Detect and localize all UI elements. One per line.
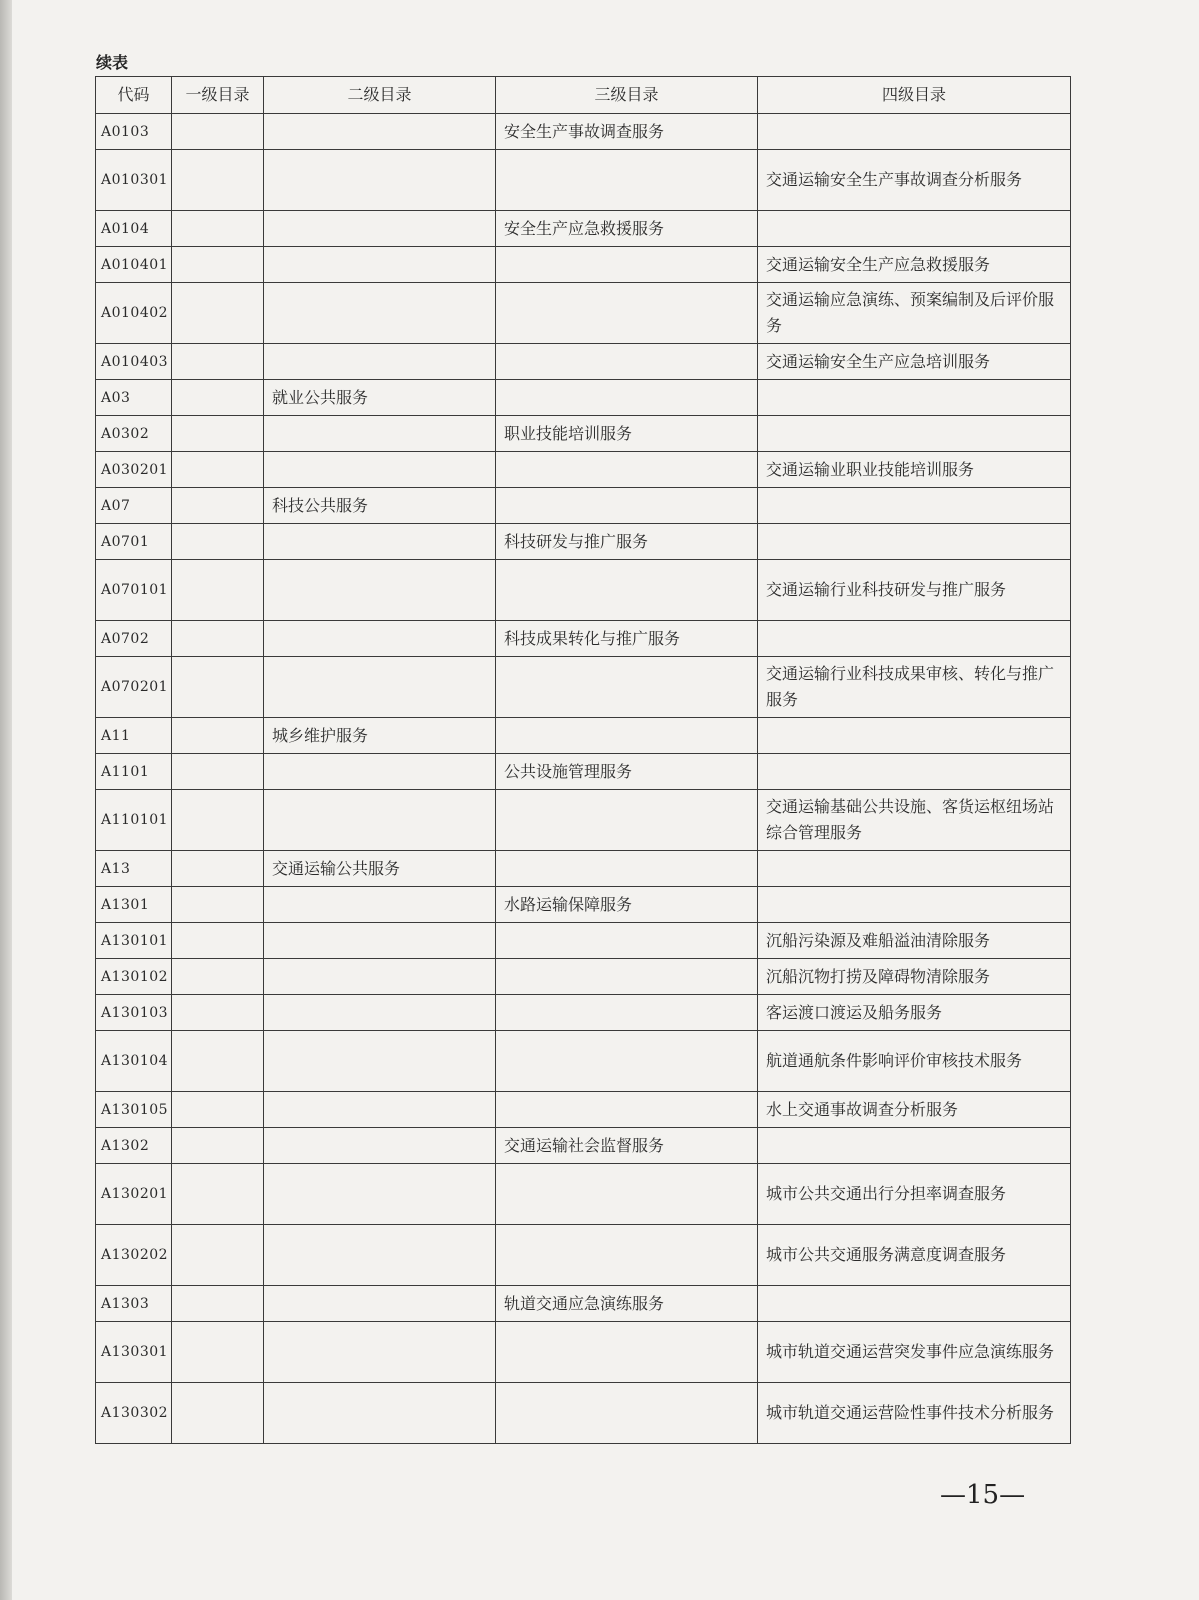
cell-level2 bbox=[264, 1286, 496, 1322]
cell-code: A010403 bbox=[96, 344, 172, 380]
cell-level1 bbox=[172, 283, 264, 344]
cell-code: A0302 bbox=[96, 416, 172, 452]
cell-level3: 交通运输社会监督服务 bbox=[496, 1128, 758, 1164]
table-row bbox=[96, 1031, 1071, 1092]
cell-level3 bbox=[496, 344, 758, 380]
cell-code: A030201 bbox=[96, 452, 172, 488]
cell-code: A130202 bbox=[96, 1225, 172, 1286]
cell-code: A130302 bbox=[96, 1383, 172, 1444]
table-row bbox=[96, 1225, 1071, 1286]
cell-level2 bbox=[264, 887, 496, 923]
cell-level1 bbox=[172, 380, 264, 416]
cell-code: A130104 bbox=[96, 1031, 172, 1092]
cell-level1 bbox=[172, 488, 264, 524]
cell-code: A130101 bbox=[96, 923, 172, 959]
cell-code: A110101 bbox=[96, 790, 172, 851]
cell-level3 bbox=[496, 1383, 758, 1444]
cell-level1 bbox=[172, 657, 264, 718]
cell-level3 bbox=[496, 452, 758, 488]
cell-code: A1101 bbox=[96, 754, 172, 790]
cell-level1 bbox=[172, 1322, 264, 1383]
header-level2: 二级目录 bbox=[264, 77, 496, 114]
cell-level1 bbox=[172, 452, 264, 488]
cell-code: A010402 bbox=[96, 283, 172, 344]
cell-level2 bbox=[264, 560, 496, 621]
cell-level3 bbox=[496, 1164, 758, 1225]
cell-level2 bbox=[264, 1128, 496, 1164]
cell-code: A130201 bbox=[96, 1164, 172, 1225]
header-level1: 一级目录 bbox=[172, 77, 264, 114]
cell-level4: 交通运输安全生产事故调查分析服务 bbox=[758, 150, 1071, 211]
cell-code: A130102 bbox=[96, 959, 172, 995]
cell-code: A13 bbox=[96, 851, 172, 887]
cell-level4: 交通运输行业科技研发与推广服务 bbox=[758, 560, 1071, 621]
cell-level3: 职业技能培训服务 bbox=[496, 416, 758, 452]
table-row bbox=[96, 621, 1071, 657]
cell-level1 bbox=[172, 718, 264, 754]
cell-level2 bbox=[264, 150, 496, 211]
cell-level3: 科技成果转化与推广服务 bbox=[496, 621, 758, 657]
cell-level4: 交通运输基础公共设施、客货运枢纽场站综合管理服务 bbox=[758, 790, 1071, 851]
cell-level1 bbox=[172, 1031, 264, 1092]
cell-level4: 城市轨道交通运营险性事件技术分析服务 bbox=[758, 1383, 1071, 1444]
continued-label: 续表 bbox=[96, 53, 129, 72]
cell-level2 bbox=[264, 1383, 496, 1444]
cell-level1 bbox=[172, 790, 264, 851]
cell-level1 bbox=[172, 1383, 264, 1444]
cell-level4 bbox=[758, 524, 1071, 560]
cell-level3 bbox=[496, 657, 758, 718]
cell-level4: 交通运输应急演练、预案编制及后评价服务 bbox=[758, 283, 1071, 344]
table-header-row bbox=[96, 77, 1071, 114]
cell-level4 bbox=[758, 211, 1071, 247]
table-row bbox=[96, 1322, 1071, 1383]
cell-level3: 轨道交通应急演练服务 bbox=[496, 1286, 758, 1322]
cell-level4 bbox=[758, 621, 1071, 657]
cell-level4: 交通运输安全生产应急培训服务 bbox=[758, 344, 1071, 380]
header-level4: 四级目录 bbox=[758, 77, 1071, 114]
cell-level2: 交通运输公共服务 bbox=[264, 851, 496, 887]
cell-level4: 航道通航条件影响评价审核技术服务 bbox=[758, 1031, 1071, 1092]
cell-level1 bbox=[172, 416, 264, 452]
cell-level4: 沉船污染源及难船溢油清除服务 bbox=[758, 923, 1071, 959]
cell-level4 bbox=[758, 416, 1071, 452]
cell-code: A010301 bbox=[96, 150, 172, 211]
cell-level3 bbox=[496, 959, 758, 995]
cell-level3 bbox=[496, 380, 758, 416]
table-row bbox=[96, 754, 1071, 790]
table-row bbox=[96, 488, 1071, 524]
cell-level1 bbox=[172, 1225, 264, 1286]
cell-level1 bbox=[172, 524, 264, 560]
table-row bbox=[96, 211, 1071, 247]
cell-level3 bbox=[496, 1322, 758, 1383]
cell-level3 bbox=[496, 851, 758, 887]
table-row bbox=[96, 150, 1071, 211]
cell-code: A130301 bbox=[96, 1322, 172, 1383]
cell-level4 bbox=[758, 754, 1071, 790]
cell-level1 bbox=[172, 923, 264, 959]
table-row bbox=[96, 790, 1071, 851]
cell-level1 bbox=[172, 887, 264, 923]
cell-level1 bbox=[172, 995, 264, 1031]
cell-code: A130103 bbox=[96, 995, 172, 1031]
cell-level2 bbox=[264, 959, 496, 995]
cell-level2 bbox=[264, 657, 496, 718]
cell-level2 bbox=[264, 1031, 496, 1092]
cell-level2 bbox=[264, 114, 496, 150]
cell-code: A1302 bbox=[96, 1128, 172, 1164]
cell-level3 bbox=[496, 150, 758, 211]
cell-level2 bbox=[264, 995, 496, 1031]
cell-level1 bbox=[172, 1164, 264, 1225]
cell-level3 bbox=[496, 1225, 758, 1286]
table-row bbox=[96, 1286, 1071, 1322]
cell-code: A1301 bbox=[96, 887, 172, 923]
cell-level2: 就业公共服务 bbox=[264, 380, 496, 416]
cell-code: A1303 bbox=[96, 1286, 172, 1322]
cell-code: A0702 bbox=[96, 621, 172, 657]
cell-level1 bbox=[172, 851, 264, 887]
table-row bbox=[96, 247, 1071, 283]
cell-level3 bbox=[496, 923, 758, 959]
cell-level3 bbox=[496, 560, 758, 621]
cell-level1 bbox=[172, 621, 264, 657]
cell-level4: 交通运输业职业技能培训服务 bbox=[758, 452, 1071, 488]
cell-level3: 安全生产事故调查服务 bbox=[496, 114, 758, 150]
table-row bbox=[96, 1164, 1071, 1225]
cell-level3 bbox=[496, 1031, 758, 1092]
cell-level4 bbox=[758, 1128, 1071, 1164]
cell-level2 bbox=[264, 416, 496, 452]
cell-level3 bbox=[496, 1092, 758, 1128]
table-row bbox=[96, 959, 1071, 995]
cell-level4 bbox=[758, 851, 1071, 887]
cell-code: A03 bbox=[96, 380, 172, 416]
cell-level4 bbox=[758, 114, 1071, 150]
cell-level3: 公共设施管理服务 bbox=[496, 754, 758, 790]
table-row bbox=[96, 1128, 1071, 1164]
cell-level4: 城市轨道交通运营突发事件应急演练服务 bbox=[758, 1322, 1071, 1383]
table-row bbox=[96, 1383, 1071, 1444]
table-row bbox=[96, 452, 1071, 488]
cell-level2: 城乡维护服务 bbox=[264, 718, 496, 754]
table-row bbox=[96, 657, 1071, 718]
cell-code: A0103 bbox=[96, 114, 172, 150]
table-row bbox=[96, 114, 1071, 150]
cell-level2 bbox=[264, 524, 496, 560]
table-row bbox=[96, 851, 1071, 887]
cell-level2 bbox=[264, 283, 496, 344]
cell-code: A07 bbox=[96, 488, 172, 524]
header-level3: 三级目录 bbox=[496, 77, 758, 114]
cell-level4: 客运渡口渡运及船务服务 bbox=[758, 995, 1071, 1031]
cell-level4: 交通运输安全生产应急救援服务 bbox=[758, 247, 1071, 283]
cell-code: A0104 bbox=[96, 211, 172, 247]
cell-level3 bbox=[496, 718, 758, 754]
cell-level2 bbox=[264, 754, 496, 790]
table-row bbox=[96, 718, 1071, 754]
cell-level3 bbox=[496, 790, 758, 851]
table-row bbox=[96, 524, 1071, 560]
cell-level2 bbox=[264, 923, 496, 959]
cell-level4 bbox=[758, 380, 1071, 416]
cell-code: A130105 bbox=[96, 1092, 172, 1128]
page-number: —15— bbox=[940, 1480, 1026, 1510]
cell-level3: 水路运输保障服务 bbox=[496, 887, 758, 923]
cell-level2 bbox=[264, 1225, 496, 1286]
cell-level4 bbox=[758, 488, 1071, 524]
cell-level3 bbox=[496, 247, 758, 283]
cell-level2 bbox=[264, 1164, 496, 1225]
cell-level4: 城市公共交通出行分担率调查服务 bbox=[758, 1164, 1071, 1225]
cell-level2 bbox=[264, 344, 496, 380]
cell-level1 bbox=[172, 1128, 264, 1164]
cell-level1 bbox=[172, 560, 264, 621]
cell-level2 bbox=[264, 621, 496, 657]
table-row bbox=[96, 380, 1071, 416]
cell-level3 bbox=[496, 283, 758, 344]
cell-level3: 安全生产应急救援服务 bbox=[496, 211, 758, 247]
cell-level2 bbox=[264, 211, 496, 247]
cell-level1 bbox=[172, 1286, 264, 1322]
cell-level2 bbox=[264, 247, 496, 283]
cell-level3 bbox=[496, 488, 758, 524]
cell-level4 bbox=[758, 718, 1071, 754]
cell-level1 bbox=[172, 114, 264, 150]
table-row bbox=[96, 1092, 1071, 1128]
cell-level3 bbox=[496, 995, 758, 1031]
cell-level1 bbox=[172, 959, 264, 995]
cell-level4: 交通运输行业科技成果审核、转化与推广服务 bbox=[758, 657, 1071, 718]
cell-code: A0701 bbox=[96, 524, 172, 560]
cell-level2: 科技公共服务 bbox=[264, 488, 496, 524]
table-body bbox=[96, 114, 1071, 1444]
cell-level4: 沉船沉物打捞及障碍物清除服务 bbox=[758, 959, 1071, 995]
table-row bbox=[96, 923, 1071, 959]
book-spine-shadow bbox=[0, 0, 12, 1600]
cell-level4: 水上交通事故调查分析服务 bbox=[758, 1092, 1071, 1128]
cell-code: A010401 bbox=[96, 247, 172, 283]
cell-code: A11 bbox=[96, 718, 172, 754]
header-code: 代码 bbox=[96, 77, 172, 114]
cell-level2 bbox=[264, 790, 496, 851]
cell-level4 bbox=[758, 1286, 1071, 1322]
cell-level1 bbox=[172, 247, 264, 283]
cell-code: A070101 bbox=[96, 560, 172, 621]
cell-level1 bbox=[172, 211, 264, 247]
cell-level1 bbox=[172, 754, 264, 790]
cell-code: A070201 bbox=[96, 657, 172, 718]
service-catalog-table bbox=[95, 76, 1071, 1444]
table-row bbox=[96, 995, 1071, 1031]
cell-level3: 科技研发与推广服务 bbox=[496, 524, 758, 560]
cell-level4 bbox=[758, 887, 1071, 923]
cell-level2 bbox=[264, 1092, 496, 1128]
cell-level4: 城市公共交通服务满意度调查服务 bbox=[758, 1225, 1071, 1286]
table-row bbox=[96, 344, 1071, 380]
table-row bbox=[96, 887, 1071, 923]
table-row bbox=[96, 416, 1071, 452]
cell-level1 bbox=[172, 1092, 264, 1128]
cell-level2 bbox=[264, 452, 496, 488]
table-row bbox=[96, 283, 1071, 344]
cell-level1 bbox=[172, 344, 264, 380]
table-row bbox=[96, 560, 1071, 621]
cell-level2 bbox=[264, 1322, 496, 1383]
cell-level1 bbox=[172, 150, 264, 211]
